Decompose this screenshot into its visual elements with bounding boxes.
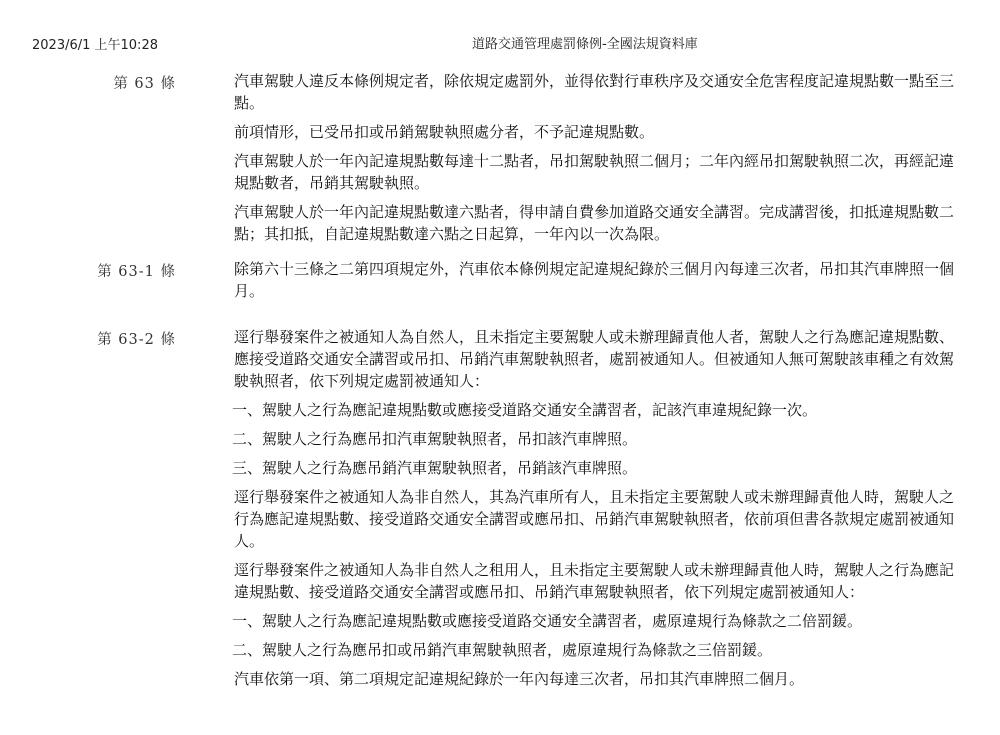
article-number: 第 63-2 條 <box>97 332 176 348</box>
paragraph: 汽車駕駛人違反本條例規定者，除依規定處罰外，並得依對行車秩序及交通安全危害程度記違規點數一點至三點。 <box>234 72 955 112</box>
list-item: 二、駕駛人之行為應吊扣或吊銷汽車駕駛執照者，處原違規行為條款之三倍罰鍰。 <box>232 641 773 659</box>
article-body <box>234 258 954 309</box>
article-body <box>234 70 954 252</box>
list-item: 三、駕駛人之行為應吊銷汽車駕駛執照者，吊銷該汽車牌照。 <box>232 459 638 477</box>
paragraph: 逕行舉發案件之被通知人為非自然人之租用人，且未指定主要駕駛人或未辦理歸責他人時，駕駛人之行為應記違規點數、接受道路交通安全講習或應吊扣、吊銷汽車駕駛執照者，依下列規定處罰被通知人： <box>234 561 955 601</box>
list-item: 一、駕駛人之行為應記違規點數或應接受道路交通安全講習者，處原違規行為條款之二倍罰鍰。 <box>232 612 863 630</box>
paragraph: 前項情形，已受吊扣或吊銷駕駛執照處分者，不予記違規點數。 <box>234 123 655 141</box>
article-body <box>234 326 954 697</box>
paragraph: 汽車依第一項、第二項規定記違規紀錄於一年內每達三次者，吊扣其汽車牌照二個月。 <box>234 670 805 688</box>
paragraph: 除第六十三條之二第四項規定外，汽車依本條例規定記違規紀錄於三個月內每達三次者，吊扣其汽車牌照一個月。 <box>234 260 955 300</box>
print-date: 2023/6/1 上午10:28 <box>32 38 158 53</box>
list-item: 一、駕駛人之行為應記違規點數或應接受道路交通安全講習者，記該汽車違規紀錄一次。 <box>232 401 818 419</box>
article-number: 第 63 條 <box>113 76 176 92</box>
paragraph: 汽車駕駛人於一年內記違規點數每達十二點者，吊扣駕駛執照二個月；二年內經吊扣駕駛執照二次，再經記違規點數者，吊銷其駕駛執照。 <box>234 152 955 192</box>
list-item: 二、駕駛人之行為應吊扣汽車駕駛執照者，吊扣該汽車牌照。 <box>232 430 638 448</box>
paragraph: 逕行舉發案件之被通知人為非自然人，其為汽車所有人，且未指定主要駕駛人或未辦理歸責他人時，駕駛人之行為應記違規點數、接受道路交通安全講習或應吊扣、吊銷汽車駕駛執照者，依前項但書各款規定處罰被通知人。 <box>234 488 955 550</box>
article-number: 第 63-1 條 <box>97 264 176 280</box>
paragraph: 逕行舉發案件之被通知人為自然人，且未指定主要駕駛人或未辦理歸責他人者，駕駛人之行為應記違規點數、應接受道路交通安全講習或吊扣、吊銷汽車駕駛執照者，處罰被通知人。但被通知人無可駕駛該車種之有效駕駛執照者，依下列規定處罰被通知人： <box>234 328 955 390</box>
document-title: 道路交通管理處罰條例-全國法規資料庫 <box>472 37 698 52</box>
paragraph: 汽車駕駛人於一年內記違規點數達六點者，得申請自費參加道路交通安全講習。完成講習後，扣抵違規點數二點；其扣抵，自記違規點數達六點之日起算，一年內以一次為限。 <box>234 203 955 243</box>
